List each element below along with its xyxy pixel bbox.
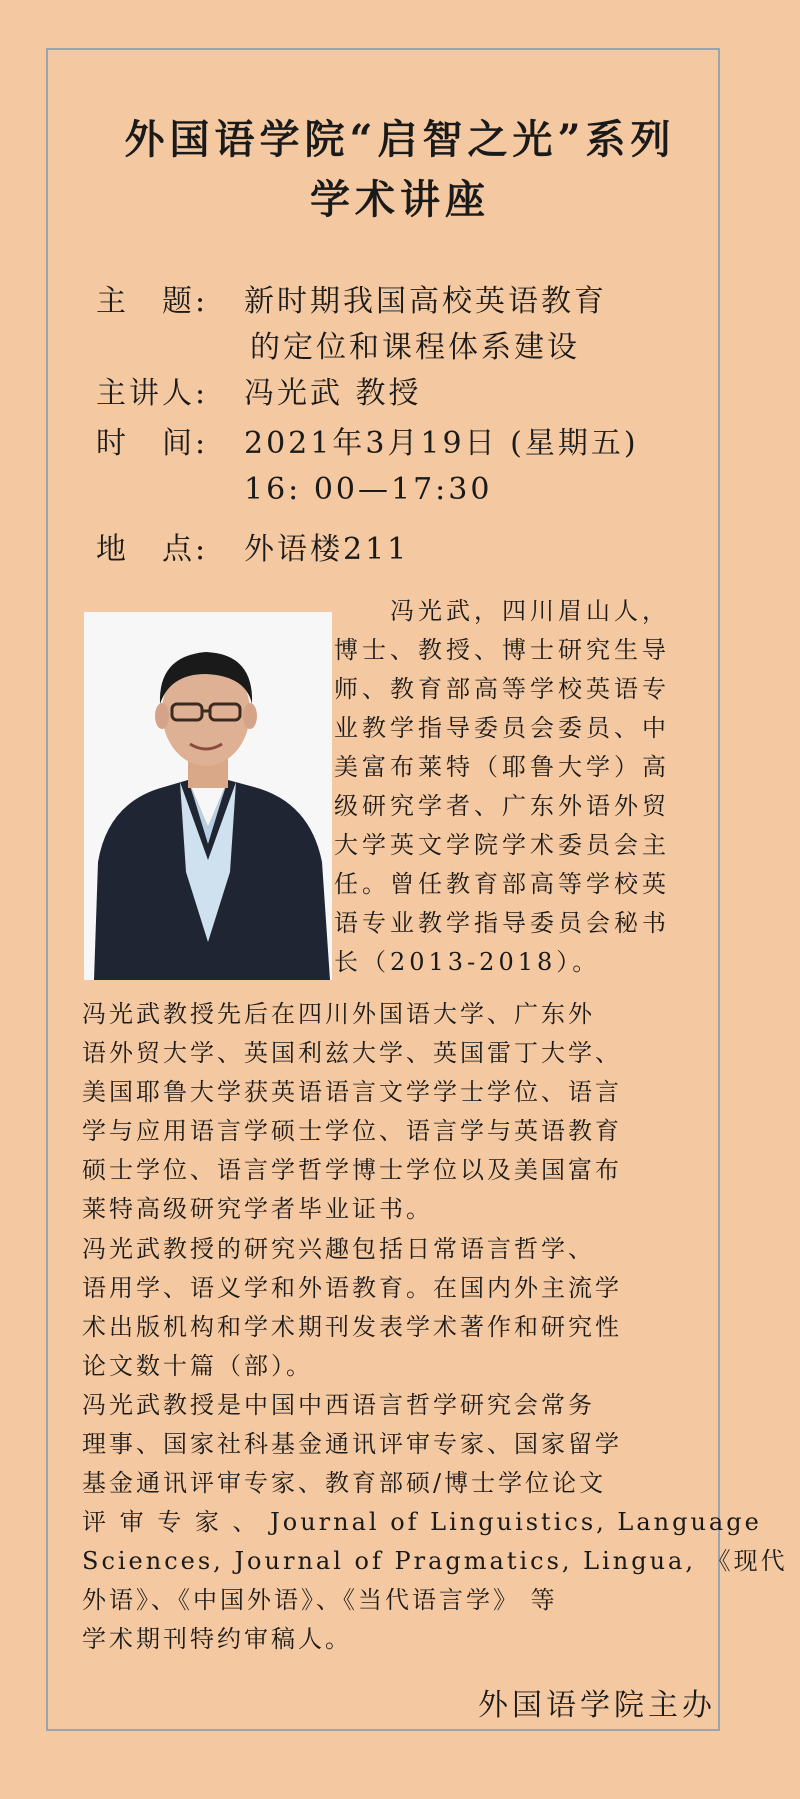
bio-paragraph-3 [82,1230,622,1386]
bio-line: 冯光武教授是中国中西语言哲学研究会常务 [82,1391,595,1419]
bio-line: 学术期刊特约审稿人。 [82,1625,352,1653]
bio-paragraph-1 [334,592,670,982]
time-range: 16: 00—17:30 [244,472,493,507]
time-label: 时 间: [96,426,209,461]
bio-line: 理事、国家社科基金通讯评审专家、国家留学 [82,1430,622,1458]
bio-line: 大学英文学院学术委员会主 [334,831,670,859]
bio-line: 长（2013-2018）。 [334,948,601,976]
poster-subtitle: 学术讲座 [310,176,490,223]
bio-line: 术出版机构和学术期刊发表学术著作和研究性 [82,1313,622,1341]
bio-line: 业教学指导委员会委员、中 [334,714,670,742]
speaker-label: 主讲人: [96,376,209,411]
bio-line: 基金通讯评审专家、教育部硕/博士学位论文 [82,1469,607,1497]
bio-line: 任。曾任教育部高等学校英 [334,870,670,898]
bio-line: 莱特高级研究学者毕业证书。 [82,1195,433,1223]
topic-line-2: 的定位和课程体系建设 [250,330,580,365]
bio-line: 语用学、语义学和外语教育。在国内外主流学 [82,1274,622,1302]
bio-line: Sciences, Journal of Pragmatics, Lingua, 《现代 [82,1547,788,1575]
topic-label: 主 题: [96,284,209,319]
topic-line-1: 新时期我国高校英语教育 [244,284,607,319]
bio-line: 冯光武教授的研究兴趣包括日常语言哲学、 [82,1235,595,1263]
time-date: 2021年3月19日 (星期五) [244,426,639,461]
bio-line: 语外贸大学、英国利兹大学、英国雷丁大学、 [82,1039,622,1067]
bio-line: 级研究学者、广东外语外贸 [334,792,670,820]
bio-paragraph-4 [82,1386,788,1659]
bio-line: 论文数十篇（部）。 [82,1352,313,1380]
bio-paragraph-2 [82,995,622,1229]
bio-line: 师、教育部高等学校英语专 [334,675,670,703]
speaker-value: 冯光武 教授 [244,376,422,411]
bio-line: 学与应用语言学硕士学位、语言学与英语教育 [82,1117,622,1145]
bio-line: 博士、教授、博士研究生导 [334,636,670,664]
bio-line: 评 审 专 家 、 Journal of Linguistics, Language [82,1508,762,1536]
bio-line: 美富布莱特（耶鲁大学）高 [334,753,670,781]
organizer-footer: 外国语学院主办 [478,1688,716,1723]
bio-line: 美国耶鲁大学获英语语言文学学士学位、语言 [82,1078,622,1106]
bio-line: 冯光武，四川眉山人， [334,597,670,625]
bio-line: 语专业教学指导委员会秘书 [334,909,670,937]
speaker-photo [84,612,332,980]
bio-line: 硕士学位、语言学哲学博士学位以及美国富布 [82,1156,622,1184]
place-label: 地 点: [96,532,209,567]
place-value: 外语楼211 [244,532,410,567]
bio-line: 冯光武教授先后在四川外国语大学、广东外 [82,1000,595,1028]
bio-line: 外语》、《中国外语》、《当代语言学》 等 [82,1586,558,1614]
poster-title: 外国语学院“启智之光”系列 [124,116,676,163]
